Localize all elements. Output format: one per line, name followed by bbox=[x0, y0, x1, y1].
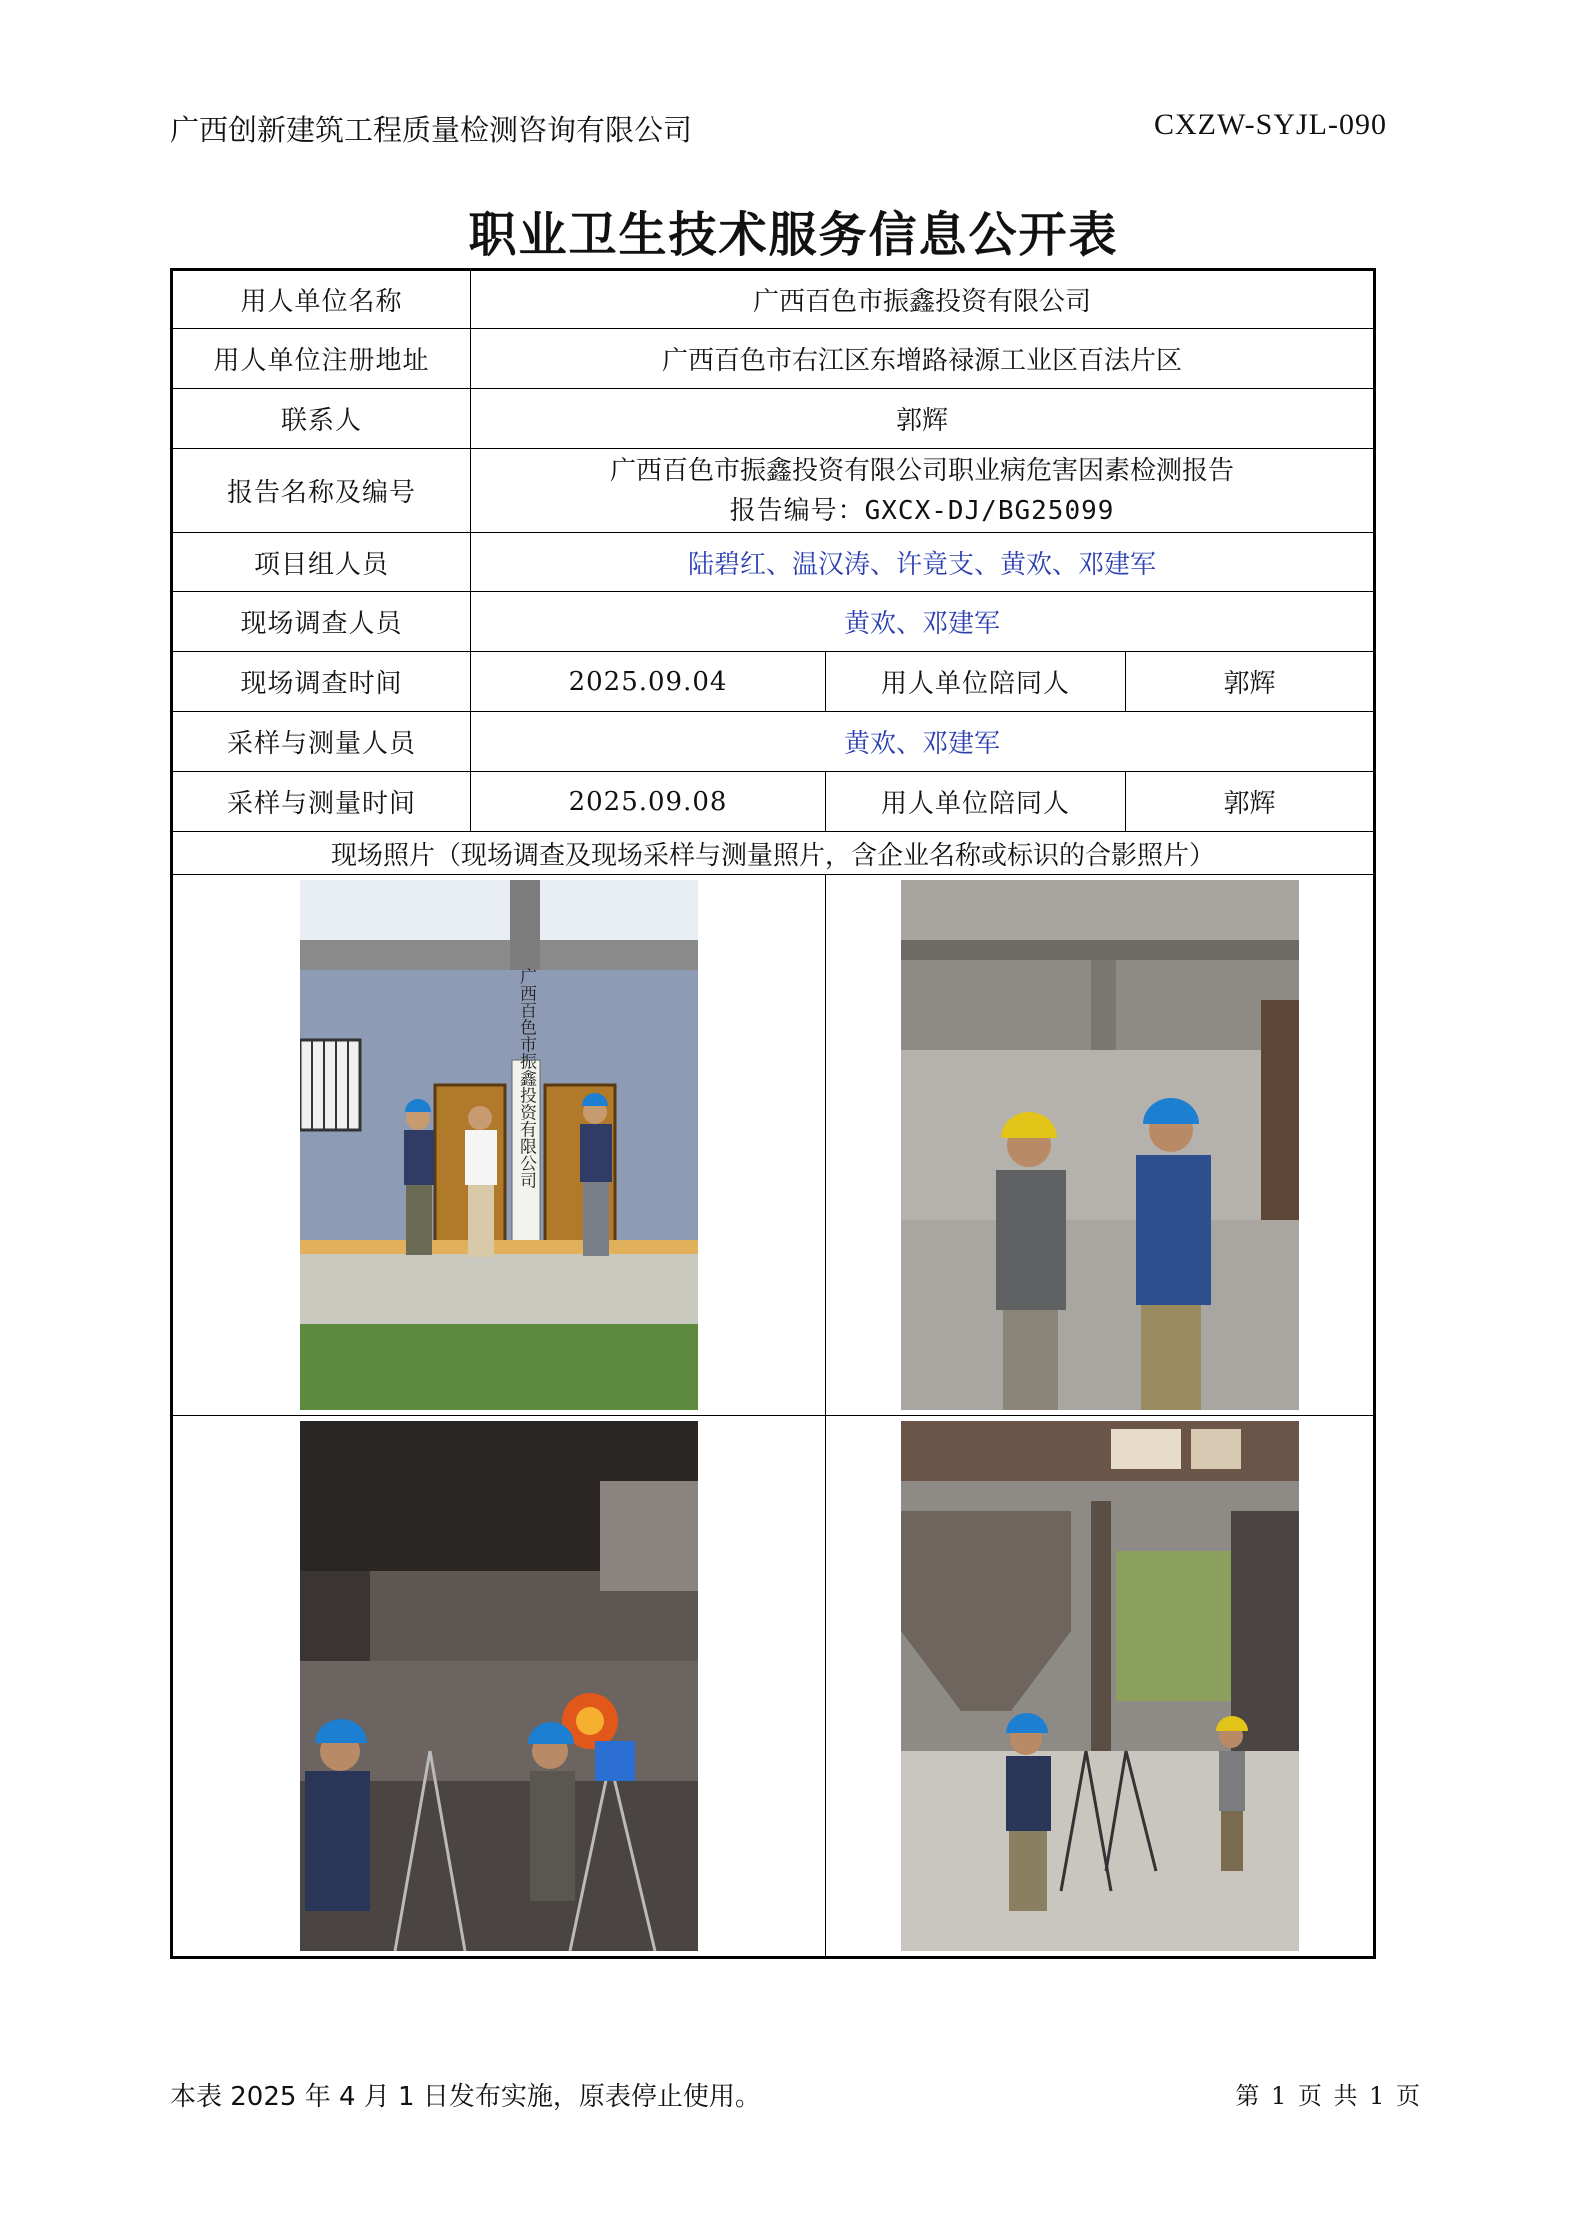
survey-time-value: 2025.09.04 bbox=[471, 652, 826, 712]
page-title: 职业卫生技术服务信息公开表 bbox=[468, 207, 1119, 263]
sampling-time-value: 2025.09.08 bbox=[471, 772, 826, 832]
survey-escort-label: 用人单位陪同人 bbox=[826, 652, 1126, 712]
report-number: 报告编号：GXCX-DJ/BG25099 bbox=[729, 495, 1115, 526]
project-team-value: 陆碧红、温汉涛、许竟支、黄欢、邓建军 bbox=[471, 533, 1375, 592]
company-sign-text: 广西百色市振鑫投资有限公司 bbox=[516, 967, 536, 1189]
employer-address-value: 广西百色市右江区东增路禄源工业区百法片区 bbox=[471, 329, 1375, 389]
photo-cell-2 bbox=[826, 875, 1375, 1416]
employer-address-label: 用人单位注册地址 bbox=[172, 329, 471, 389]
photo-cell-3 bbox=[172, 1416, 826, 1958]
photo-furnace-sampling bbox=[300, 1421, 698, 1951]
page-number: 第 1 页 共 1 页 bbox=[1235, 2082, 1422, 2110]
employer-name-label: 用人单位名称 bbox=[172, 270, 471, 329]
project-team-label: 项目组人员 bbox=[172, 533, 471, 592]
survey-staff-value: 黄欢、邓建军 bbox=[471, 592, 1375, 652]
info-table bbox=[170, 268, 1376, 1959]
survey-time-label: 现场调查时间 bbox=[172, 652, 471, 712]
footer-note: 本表 2025 年 4 月 1 日发布实施，原表停止使用。 bbox=[170, 2082, 761, 2112]
photo-personal-sampling bbox=[901, 880, 1299, 1410]
employer-name-value: 广西百色市振鑫投资有限公司 bbox=[471, 270, 1375, 329]
company-header: 广西创新建筑工程质量检测咨询有限公司 bbox=[170, 113, 693, 147]
sampling-escort-value: 郭辉 bbox=[1126, 772, 1375, 832]
sampling-time-label: 采样与测量时间 bbox=[172, 772, 471, 832]
report-value bbox=[471, 449, 1375, 533]
document-code: CXZW-SYJL-090 bbox=[1154, 108, 1387, 141]
photo-cell-1 bbox=[172, 875, 826, 1416]
report-name: 广西百色市振鑫投资有限公司职业病危害因素检测报告 bbox=[610, 455, 1235, 486]
photo-group-at-entrance bbox=[300, 880, 698, 1410]
photo-hopper-area-sampling bbox=[901, 1421, 1299, 1951]
survey-staff-label: 现场调查人员 bbox=[172, 592, 471, 652]
report-label: 报告名称及编号 bbox=[172, 449, 471, 533]
photos-caption: 现场照片（现场调查及现场采样与测量照片，含企业名称或标识的合影照片） bbox=[172, 832, 1375, 875]
sampling-staff-label: 采样与测量人员 bbox=[172, 712, 471, 772]
sampling-staff-value: 黄欢、邓建军 bbox=[471, 712, 1375, 772]
survey-escort-value: 郭辉 bbox=[1126, 652, 1375, 712]
contact-label: 联系人 bbox=[172, 389, 471, 449]
sampling-escort-label: 用人单位陪同人 bbox=[826, 772, 1126, 832]
photo-cell-4 bbox=[826, 1416, 1375, 1958]
contact-value: 郭辉 bbox=[471, 389, 1375, 449]
